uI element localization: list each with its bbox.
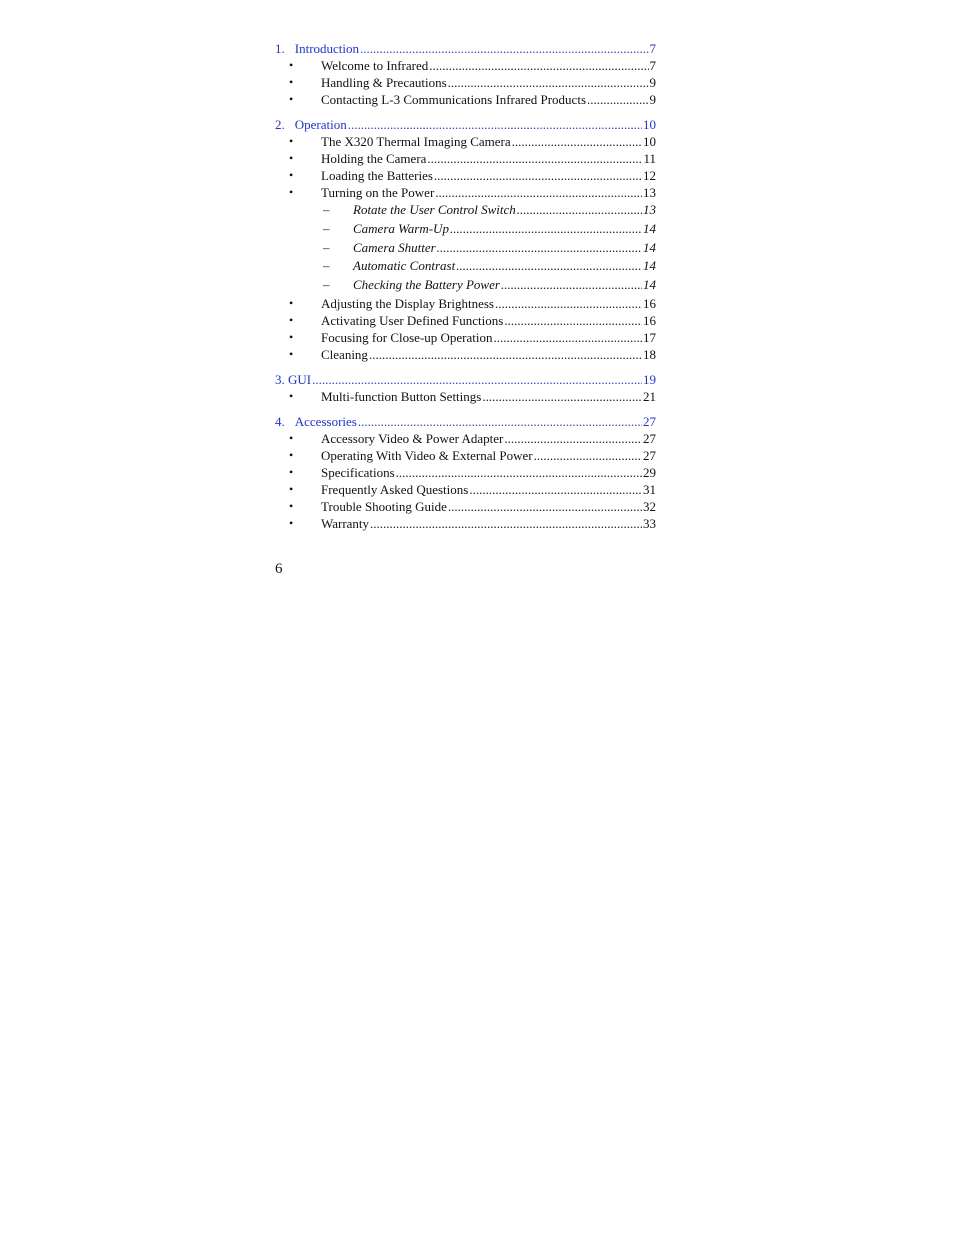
section-page: 27 [643,413,656,429]
section-number: 2. [275,117,285,132]
toc-entry[interactable] [275,481,656,498]
section-title: Introduction [294,41,360,56]
entry-page: 33 [643,515,656,531]
dot-leader [517,201,642,220]
subentry-page: 14 [643,220,656,236]
toc-subentry[interactable] [275,239,656,258]
subentry-title: Camera Warm-Up [353,220,449,236]
toc-entry[interactable] [275,91,656,108]
entry-title: Frequently Asked Questions [321,481,469,497]
entry-title: Warranty [321,515,370,531]
dot-leader [360,40,648,57]
entry-page: 16 [643,312,656,328]
dot-leader [348,116,642,133]
dot-leader [396,464,642,481]
entry-title: Accessory Video & Power Adapter [321,430,504,446]
entry-title: Specifications [321,464,395,480]
entry-page: 29 [643,464,656,480]
entry-title: Trouble Shooting Guide [321,498,447,514]
entry-page: 16 [643,295,656,311]
entry-title: Turning on the Power [321,185,435,200]
dot-leader [587,91,648,108]
bullet-icon: • [289,498,294,513]
dot-leader [448,74,649,91]
entry-page: 31 [643,481,656,497]
entry-title: Loading the Batteries [321,168,433,183]
dot-leader [450,220,642,239]
subentry-title: Checking the Battery Power [353,277,500,293]
entry-title: Holding the Camera [321,151,427,166]
dot-leader [494,329,642,346]
toc-entry[interactable] [275,74,656,91]
bullet-icon: • [289,295,294,310]
toc-subentry[interactable] [275,276,656,295]
entry-title: Welcome to Infrared [321,58,429,73]
dash-icon: – [323,220,330,236]
toc-entry[interactable] [275,447,656,464]
entry-page: 27 [643,430,656,446]
dash-icon: – [323,258,330,274]
dot-leader [504,312,642,329]
toc-entry[interactable] [275,498,656,515]
dot-leader [358,413,642,430]
entry-title: Cleaning [321,346,368,362]
dot-leader [482,388,642,405]
bullet-icon: • [289,58,294,72]
subentry-title: Camera Shutter [353,239,436,255]
dot-leader [448,498,642,515]
dot-leader [456,257,642,276]
toc-entry[interactable] [275,430,656,447]
dot-leader [495,295,642,312]
dot-leader [469,481,642,498]
bullet-icon: • [289,430,294,445]
bullet-icon: • [289,464,294,479]
page-number: 6 [275,561,283,577]
subentry-page: 14 [643,239,656,255]
dot-leader [427,150,642,167]
dot-leader [512,133,642,150]
toc-subentry[interactable] [275,220,656,239]
toc-section-accessories[interactable] [275,413,656,430]
toc-entry[interactable] [275,184,656,201]
toc-entry[interactable] [275,388,656,405]
section-title: Accessories [294,413,357,429]
bullet-icon: • [289,92,294,106]
bullet-icon: • [289,151,294,165]
dash-icon: – [323,239,330,255]
entry-title: Activating User Defined Functions [321,312,504,328]
bullet-icon: • [289,329,294,344]
entry-page: 27 [643,447,656,463]
entry-page: 13 [643,185,656,200]
dot-leader [429,57,648,74]
toc-subentry[interactable] [275,201,656,220]
dot-leader [369,346,642,363]
section-title: Operation [294,117,347,132]
toc-section-introduction[interactable] [275,40,656,57]
dot-leader [435,184,642,201]
subentry-title: Rotate the User Control Switch [353,202,516,217]
entry-page: 21 [643,388,656,404]
section-page: 10 [643,117,656,132]
entry-title: Handling & Precautions [321,75,447,90]
bullet-icon: • [289,312,294,327]
toc-entry[interactable] [275,167,656,184]
toc-entry[interactable] [275,133,656,150]
dot-leader [501,276,642,295]
bullet-icon: • [289,168,294,182]
subentry-page: 14 [643,258,656,274]
toc-entry[interactable] [275,346,656,363]
toc-section-gui[interactable] [275,371,656,388]
subentry-title: Automatic Contrast [353,258,456,274]
toc-entry[interactable] [275,150,656,167]
subentry-page: 13 [643,202,656,217]
subentry-page: 14 [643,277,656,293]
section-number: 1. [275,41,285,56]
entry-page: 12 [643,168,656,183]
toc-entry[interactable] [275,295,656,312]
dot-leader [534,447,642,464]
bullet-icon: • [289,388,294,403]
toc-entry[interactable] [275,515,656,532]
entry-page: 18 [643,346,656,362]
section-number: 4. [275,413,285,429]
dot-leader [312,371,642,388]
entry-page: 11 [643,151,656,166]
toc-entry[interactable] [275,57,656,74]
entry-page: 32 [643,498,656,514]
toc-entry[interactable] [275,312,656,329]
bullet-icon: • [289,75,294,89]
entry-title: Operating With Video & External Power [321,447,533,463]
toc-subentry[interactable] [275,257,656,276]
table-of-contents [275,40,656,532]
entry-title: Adjusting the Display Brightness [321,295,494,311]
entry-page: 17 [643,329,656,345]
section-title: 3. GUI [275,371,312,387]
entry-title: Multi-function Button Settings [321,388,482,404]
dot-leader [434,167,642,184]
entry-title: The X320 Thermal Imaging Camera [321,134,511,149]
section-page: 19 [643,371,656,387]
entry-title: Focusing for Close-up Operation [321,329,493,345]
bullet-icon: • [289,346,294,361]
bullet-icon: • [289,185,294,199]
toc-entry[interactable] [275,464,656,481]
bullet-icon: • [289,481,294,496]
entry-title: Contacting L-3 Communications Infrared Products [321,92,587,107]
toc-section-operation[interactable] [275,116,656,133]
bullet-icon: • [289,134,294,148]
dot-leader [437,239,642,258]
bullet-icon: • [289,515,294,530]
entry-page: 7 [649,58,656,73]
toc-entry[interactable] [275,329,656,346]
bullet-icon: • [289,447,294,462]
dash-icon: – [323,277,330,293]
entry-page: 9 [649,92,656,107]
dot-leader [504,430,642,447]
dash-icon: – [323,202,330,217]
dot-leader [370,515,642,532]
entry-page: 10 [643,134,656,149]
section-page: 7 [649,41,656,56]
entry-page: 9 [649,75,656,90]
